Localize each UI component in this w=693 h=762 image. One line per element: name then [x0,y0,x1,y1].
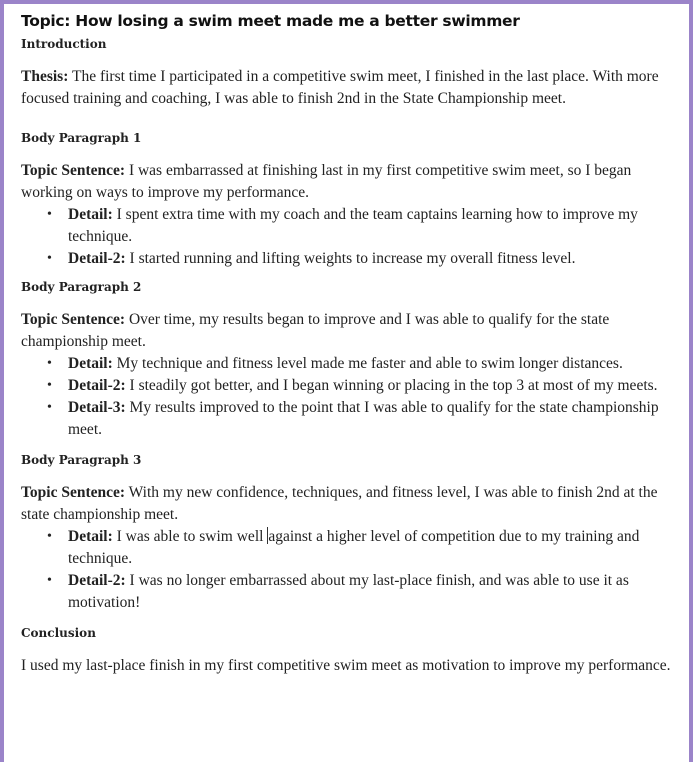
topic-sentence-label: Topic Sentence: [21,484,126,501]
bullet-icon: • [47,356,52,371]
list-item[interactable] [47,570,677,614]
body-3-topic-sentence[interactable] [21,482,677,526]
detail-text: My results improved to the point that I was able to qualify for the state championship meet. [68,399,659,438]
thesis-label: Thesis: [21,68,69,85]
body-1-topic-sentence[interactable] [21,160,677,204]
list-item[interactable] [47,526,677,570]
detail-text: I started running and lifting weights to increase my overall fitness level. [125,250,576,267]
body-paragraph-2-heading: Body Paragraph 2 [21,280,142,294]
bullet-icon: • [47,529,52,544]
body-paragraph-1-heading: Body Paragraph 1 [21,131,142,145]
bullet-icon: • [47,573,52,588]
body-2-detail-list [21,353,677,441]
detail-label: Detail: [68,206,113,223]
introduction-heading: Introduction [21,37,107,51]
bullet-icon: • [47,207,52,222]
conclusion-heading: Conclusion [21,626,96,640]
topic-label: Topic: [21,12,71,30]
detail-label: Detail: [68,355,113,372]
bullet-icon: • [47,251,52,266]
list-item[interactable] [47,204,677,248]
topic-line [21,11,677,31]
thesis-paragraph[interactable] [21,66,677,110]
topic-sentence-text: With my new confidence, techniques, and fitness level, I was able to finish 2nd at the state championship meet. [21,484,658,523]
topic-title: How losing a swim meet made me a better swimmer [75,12,520,30]
conclusion-paragraph[interactable]: I used my last-place finish in my first competitive swim meet as motivation to improve my performance. [21,657,671,674]
topic-sentence-label: Topic Sentence: [21,311,126,328]
detail-label: Detail: [68,528,113,545]
detail-text: I steadily got better, and I began winning or placing in the top 3 at most of my meets. [125,377,658,394]
detail-text-before-cursor: I was able to swim well [112,528,268,545]
body-3-detail-list [21,526,677,614]
detail-text: I spent extra time with my coach and the team captains learning how to improve my technique. [68,206,638,245]
detail-label: Detail-2: [68,572,126,589]
list-item[interactable] [47,353,677,375]
list-item[interactable] [47,375,677,397]
detail-text: My technique and fitness level made me faster and able to swim longer distances. [112,355,623,372]
detail-label: Detail-3: [68,399,126,416]
body-paragraph-3-heading: Body Paragraph 3 [21,453,142,467]
list-item[interactable] [47,397,677,441]
list-item[interactable] [47,248,677,270]
topic-sentence-text: Over time, my results began to improve and I was able to qualify for the state championship meet. [21,311,610,350]
bullet-icon: • [47,378,52,393]
thesis-text: The first time I participated in a competitive swim meet, I finished in the last place. With more focused training and coaching, I was able to finish 2nd in the State Championship meet. [21,68,659,107]
topic-sentence-text: I was embarrassed at finishing last in my first competitive swim meet, so I began working on ways to improve my performance. [21,162,632,201]
detail-text-after-cursor: against a higher level of competition due to my training and technique. [68,528,640,567]
bullet-icon: • [47,400,52,415]
detail-label: Detail-2: [68,250,126,267]
detail-label: Detail-2: [68,377,126,394]
body-2-topic-sentence[interactable] [21,309,677,353]
topic-sentence-label: Topic Sentence: [21,162,126,179]
detail-text: I was no longer embarrassed about my last-place finish, and was able to use it as motivation! [68,572,629,611]
body-1-detail-list [21,204,677,270]
